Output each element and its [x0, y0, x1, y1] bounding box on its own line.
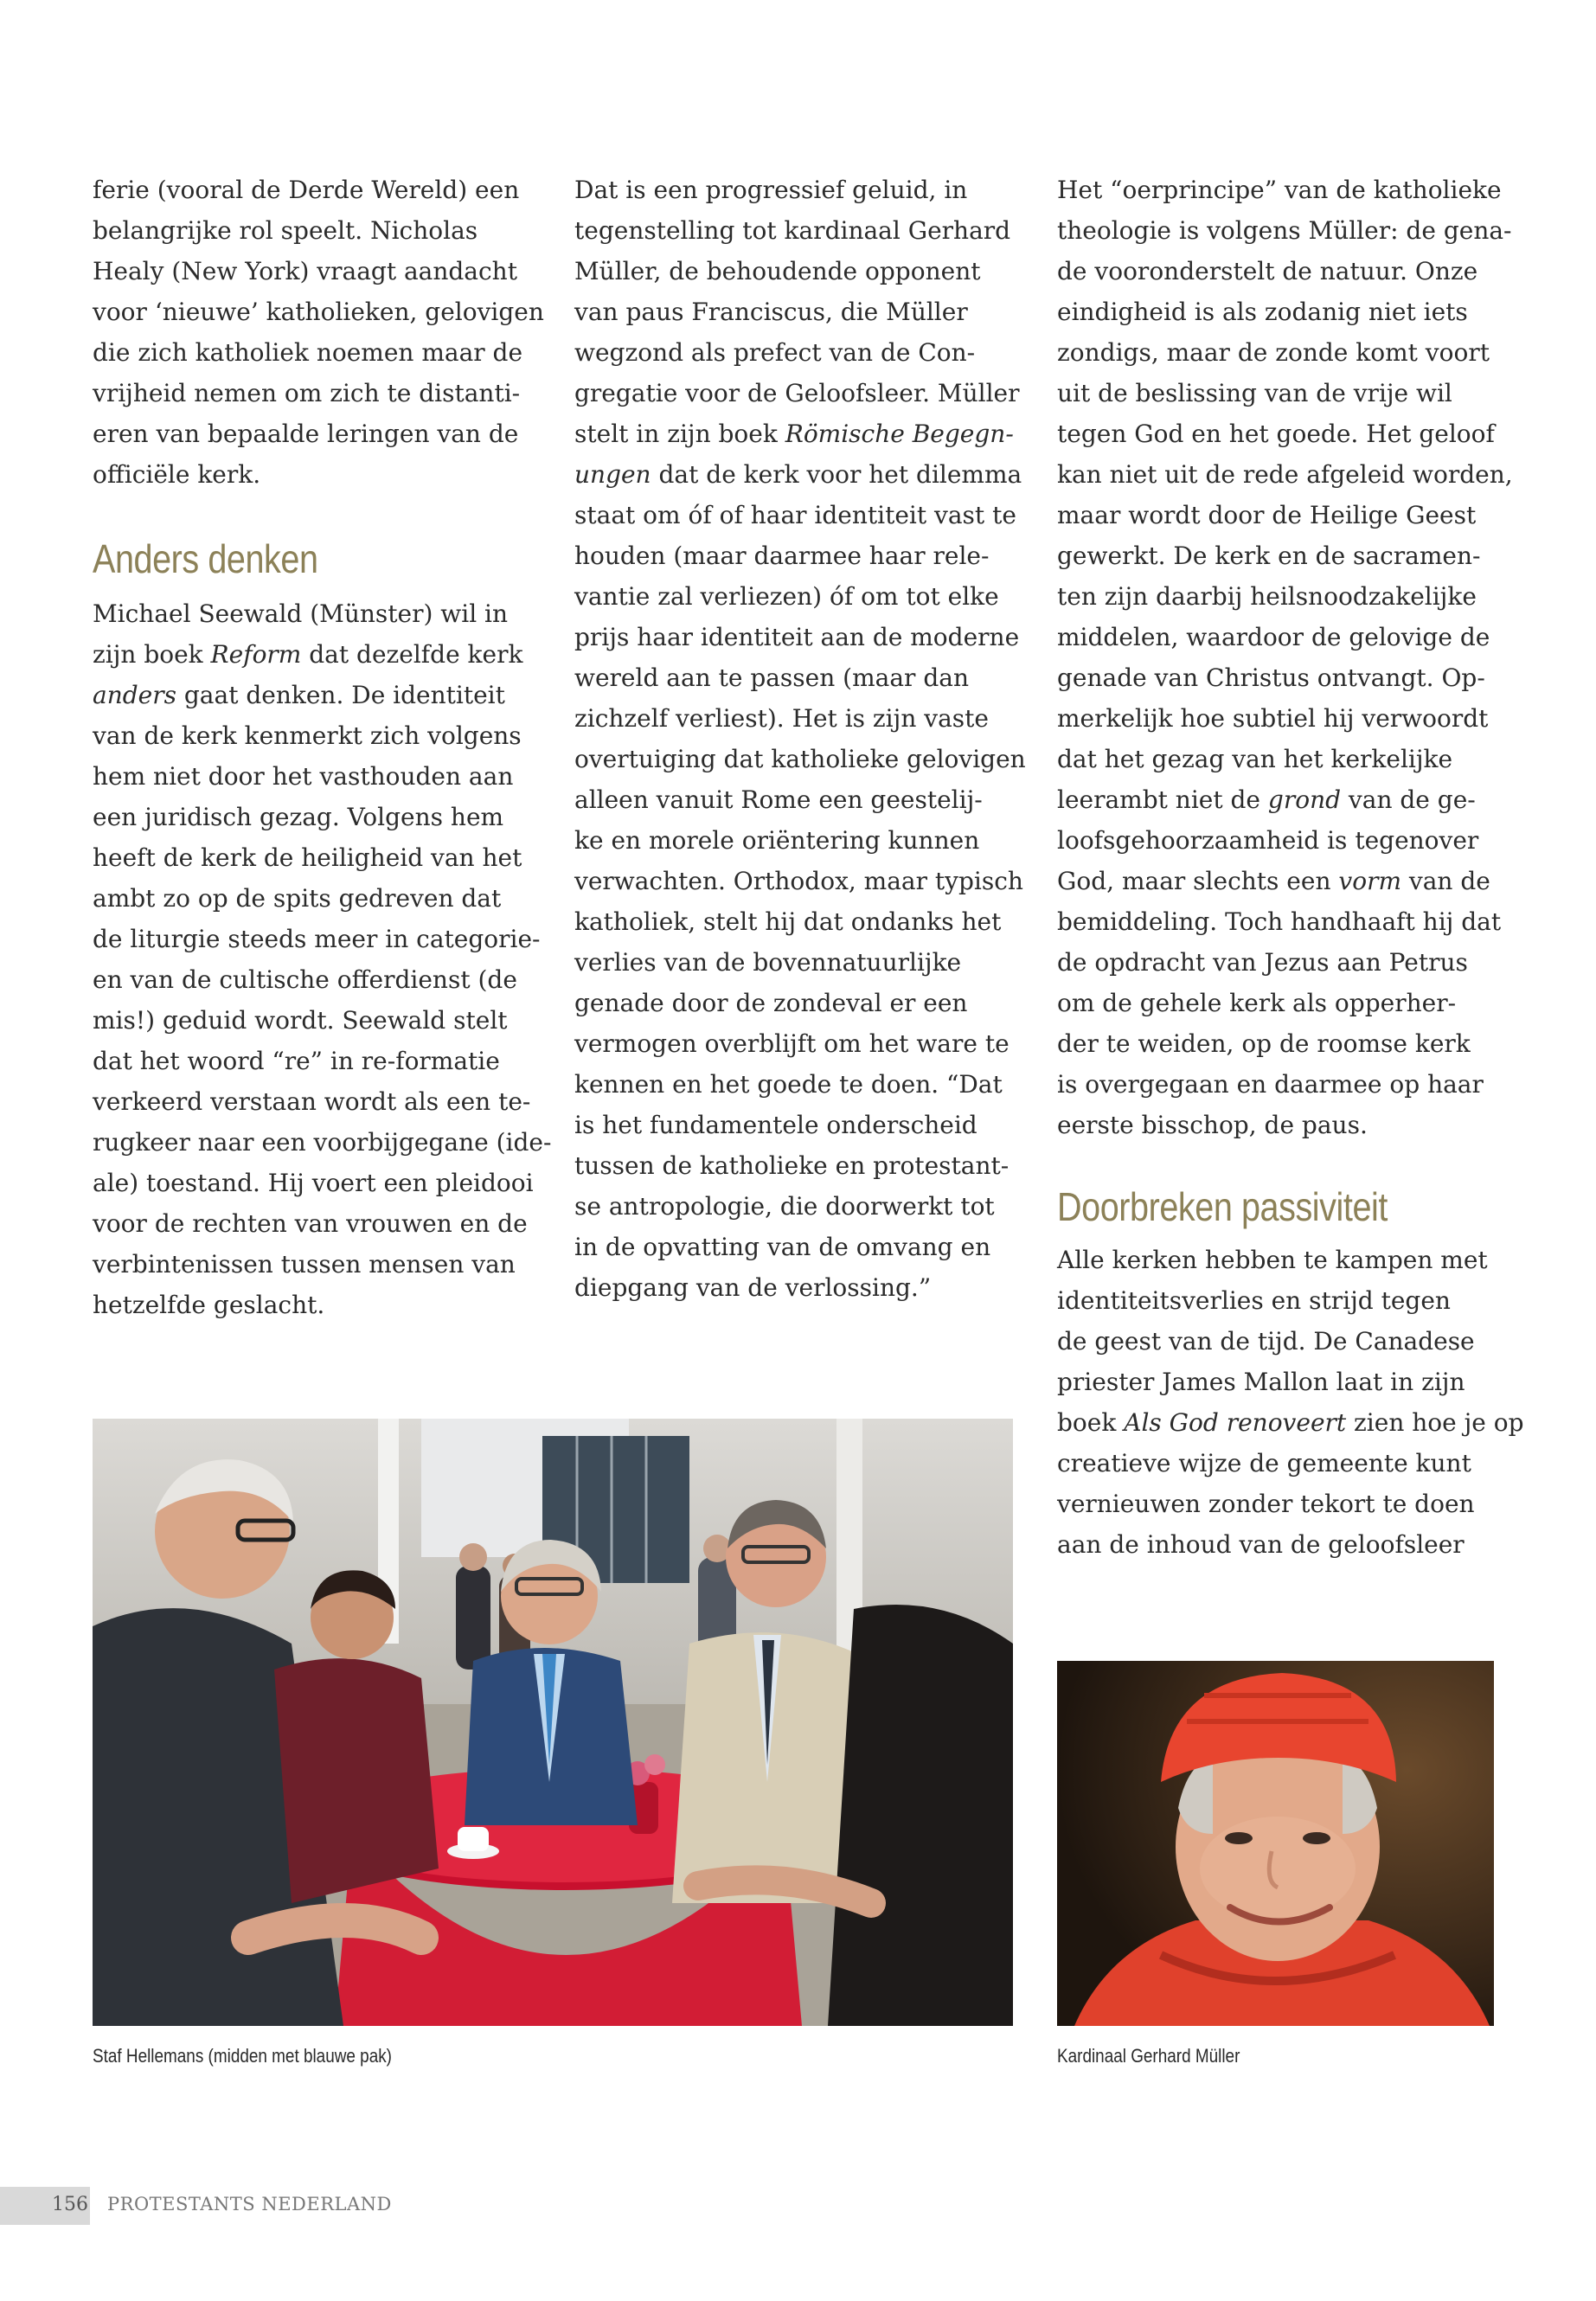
text-line: voor de rechten van vrouwen en de	[93, 1209, 528, 1238]
text-line: houden (maar daarmee haar rele-	[574, 542, 990, 570]
book-title-romische-cont: ungen	[574, 460, 651, 489]
text-line: eindigheid is als zodanig niet iets	[1057, 298, 1468, 326]
text-span: zijn boek	[93, 640, 211, 669]
text-line: de liturgie steeds meer in categorie-	[93, 925, 541, 953]
text-line: theologie is volgens Müller: de gena-	[1057, 216, 1512, 245]
text-line: vantie zal verliezen) óf om tot elke	[574, 582, 999, 611]
text-line: heeft de kerk de heiligheid van het	[93, 843, 522, 872]
text-line: middelen, waardoor de gelovige de	[1057, 623, 1490, 651]
text-line: katholiek, stelt hij dat ondanks het	[574, 907, 1002, 936]
text-line: uit de beslissing van de vrije wil	[1057, 379, 1452, 407]
text-span: leerambt niet de	[1057, 785, 1268, 814]
text-line: is overgegaan en daarmee op haar	[1057, 1070, 1484, 1099]
text-line: hem niet door het vasthouden aan	[93, 762, 514, 791]
text-line: tegenstelling tot kardinaal Gerhard	[574, 216, 1011, 245]
text-line: voor ‘nieuwe’ katholieken, gelovigen	[93, 298, 544, 326]
book-title-romische: Römische Begegn-	[785, 420, 1014, 448]
text-line: Het “oerprincipe” van de katholieke	[1057, 176, 1502, 204]
text-line: zichzelf verliest). Het is zijn vaste	[574, 704, 989, 733]
book-title-als-god-renoveert: Als God renoveert	[1124, 1408, 1347, 1437]
text-line: Dat is een progressief geluid, in	[574, 176, 968, 204]
column-1	[93, 170, 552, 1325]
text-line: Müller, de behoudende opponent	[574, 257, 981, 285]
text-line: de geest van de tijd. De Canadese	[1057, 1327, 1475, 1356]
text-line: officiële kerk.	[93, 460, 261, 489]
text-span: stelt in zijn boek	[574, 420, 785, 448]
text-line: verlies van de bovennatuurlijke	[574, 948, 962, 977]
text-span: zien hoe je op	[1346, 1408, 1524, 1437]
text-line: zondigs, maar de zonde komt voort	[1057, 338, 1490, 367]
text-line: van paus Franciscus, die Müller	[574, 298, 968, 326]
text-line: eerste bisschop, de paus.	[1057, 1111, 1368, 1139]
text-line: verwachten. Orthodox, maar typisch	[574, 867, 1023, 895]
text-line: wegzond als prefect van de Con-	[574, 338, 976, 367]
text-line: kennen en het goede te doen. “Dat	[574, 1070, 1003, 1099]
text-line	[574, 454, 1022, 495]
text-line: overtuiging dat katholieke gelovigen	[574, 745, 1026, 773]
text-line: der te weiden, op de roomse kerk	[1057, 1029, 1471, 1058]
text-span: gaat denken. De identiteit	[176, 681, 505, 709]
text-line	[1057, 861, 1490, 901]
publication-name: PROTESTANTS NEDERLAND	[107, 2194, 392, 2214]
section-heading-doorbreken-passiviteit: Doorbreken passiviteit	[1057, 1184, 1388, 1229]
text-line: van de kerk kenmerkt zich volgens	[93, 721, 522, 750]
text-line: aan de inhoud van de geloofsleer	[1057, 1530, 1465, 1559]
text-line: kan niet uit de rede afgeleid worden,	[1057, 460, 1513, 489]
text-line: eren van bepaalde leringen van de	[93, 420, 519, 448]
text-line: ten zijn daarbij heilsnoodzakelijke	[1057, 582, 1477, 611]
text-line: en van de cultische offerdienst (de	[93, 965, 517, 994]
book-title-reform: Reform	[210, 640, 302, 669]
text-line: die zich katholiek noemen maar de	[93, 338, 523, 367]
text-line: een juridisch gezag. Volgens hem	[93, 803, 504, 831]
text-line: wereld aan te passen (maar dan	[574, 663, 969, 692]
column-2	[574, 170, 1026, 1308]
text-line: Michael Seewald (Münster) wil in	[93, 599, 509, 628]
photo-caption: Kardinaal Gerhard Müller	[1057, 2045, 1240, 2067]
text-line: dat het gezag van het kerkelijke	[1057, 745, 1453, 773]
page-number: 156	[52, 2194, 88, 2215]
text-line: prijs haar identiteit aan de moderne	[574, 623, 1020, 651]
text-line: staat om óf of haar identiteit vast te	[574, 501, 1016, 529]
text-line: hetzelfde geslacht.	[93, 1291, 325, 1319]
text-line	[93, 634, 525, 675]
text-line: dat het woord “re” in re-formatie	[93, 1047, 500, 1075]
text-line: is het fundamentele onderscheid	[574, 1111, 977, 1139]
text-line: Healy (New York) vraagt aandacht	[93, 257, 517, 285]
section-heading-anders-denken: Anders denken	[93, 536, 318, 581]
portrait-illustration	[1057, 1661, 1494, 2026]
text-span: dat de kerk voor het dilemma	[651, 460, 1022, 489]
text-line: tegen God en het goede. Het geloof	[1057, 420, 1495, 448]
text-line: om de gehele kerk als opperher-	[1057, 989, 1457, 1017]
text-line: ambt zo op de spits gedreven dat	[93, 884, 502, 913]
text-line: ferie (vooral de Derde Wereld) een	[93, 176, 520, 204]
text-line: mis!) geduid wordt. Seewald stelt	[93, 1006, 508, 1035]
text-line	[93, 675, 525, 715]
photo-illustration	[93, 1419, 1013, 2026]
text-line: de vooronderstelt de natuur. Onze	[1057, 257, 1478, 285]
column-3	[1057, 170, 1524, 1565]
text-line: vermogen overblijft om het ware te	[574, 1029, 1010, 1058]
text-line: ale) toestand. Hij voert een pleidooi	[93, 1169, 534, 1197]
emphasis-vorm: vorm	[1338, 867, 1402, 895]
text-span: God, maar slechts een	[1057, 867, 1339, 895]
text-line: priester James Mallon laat in zijn	[1057, 1368, 1465, 1396]
text-line: diepgang van de verlossing.”	[574, 1273, 932, 1302]
text-line: verkeerd verstaan wordt als een te-	[93, 1087, 531, 1116]
text-line	[1057, 779, 1490, 820]
emphasis-grond: grond	[1267, 785, 1342, 814]
photo-staf-hellemans-group	[93, 1419, 1013, 2026]
text-line: vrijheid nemen om zich te distanti-	[93, 379, 521, 407]
text-span: dat dezelfde kerk	[301, 640, 523, 669]
text-line: belangrijke rol speelt. Nicholas	[93, 216, 478, 245]
text-line: rugkeer naar een voorbijgegane (ide-	[93, 1128, 552, 1157]
photo-cardinal-muller	[1057, 1661, 1494, 2026]
text-line: de opdracht van Jezus aan Petrus	[1057, 948, 1468, 977]
text-line: bemiddeling. Toch handhaaft hij dat	[1057, 907, 1502, 936]
text-span: van de	[1401, 867, 1490, 895]
text-line: genade door de zondeval er een	[574, 989, 968, 1017]
text-line	[574, 413, 1014, 454]
text-span: van de ge-	[1341, 785, 1476, 814]
text-line: Alle kerken hebben te kampen met	[1057, 1246, 1488, 1274]
text-line: maar wordt door de Heilige Geest	[1057, 501, 1477, 529]
text-line: loofsgehoorzaamheid is tegenover	[1057, 826, 1479, 855]
text-line: alleen vanuit Rome een geestelij-	[574, 785, 983, 814]
text-line: gregatie voor de Geloofsleer. Müller	[574, 379, 1020, 407]
photo-caption: Staf Hellemans (midden met blauwe pak)	[93, 2045, 392, 2067]
text-line: tussen de katholieke en protestant-	[574, 1151, 1010, 1180]
text-line: ke en morele oriëntering kunnen	[574, 826, 980, 855]
text-line: genade van Christus ontvangt. Op-	[1057, 663, 1485, 692]
text-line: in de opvatting van de omvang en	[574, 1233, 991, 1261]
text-line: se antropologie, die doorwerkt tot	[574, 1192, 995, 1221]
emphasis-anders: anders	[93, 681, 176, 709]
text-line: creatieve wijze de gemeente kunt	[1057, 1449, 1471, 1477]
text-line: identiteitsverlies en strijd tegen	[1057, 1286, 1451, 1315]
text-span: boek	[1057, 1408, 1125, 1437]
text-line: verbintenissen tussen mensen van	[93, 1250, 516, 1279]
text-line: vernieuwen zonder tekort te doen	[1057, 1490, 1475, 1518]
text-line: merkelijk hoe subtiel hij verwoordt	[1057, 704, 1489, 733]
text-line	[1057, 1402, 1524, 1443]
text-line: gewerkt. De kerk en de sacramen-	[1057, 542, 1481, 570]
